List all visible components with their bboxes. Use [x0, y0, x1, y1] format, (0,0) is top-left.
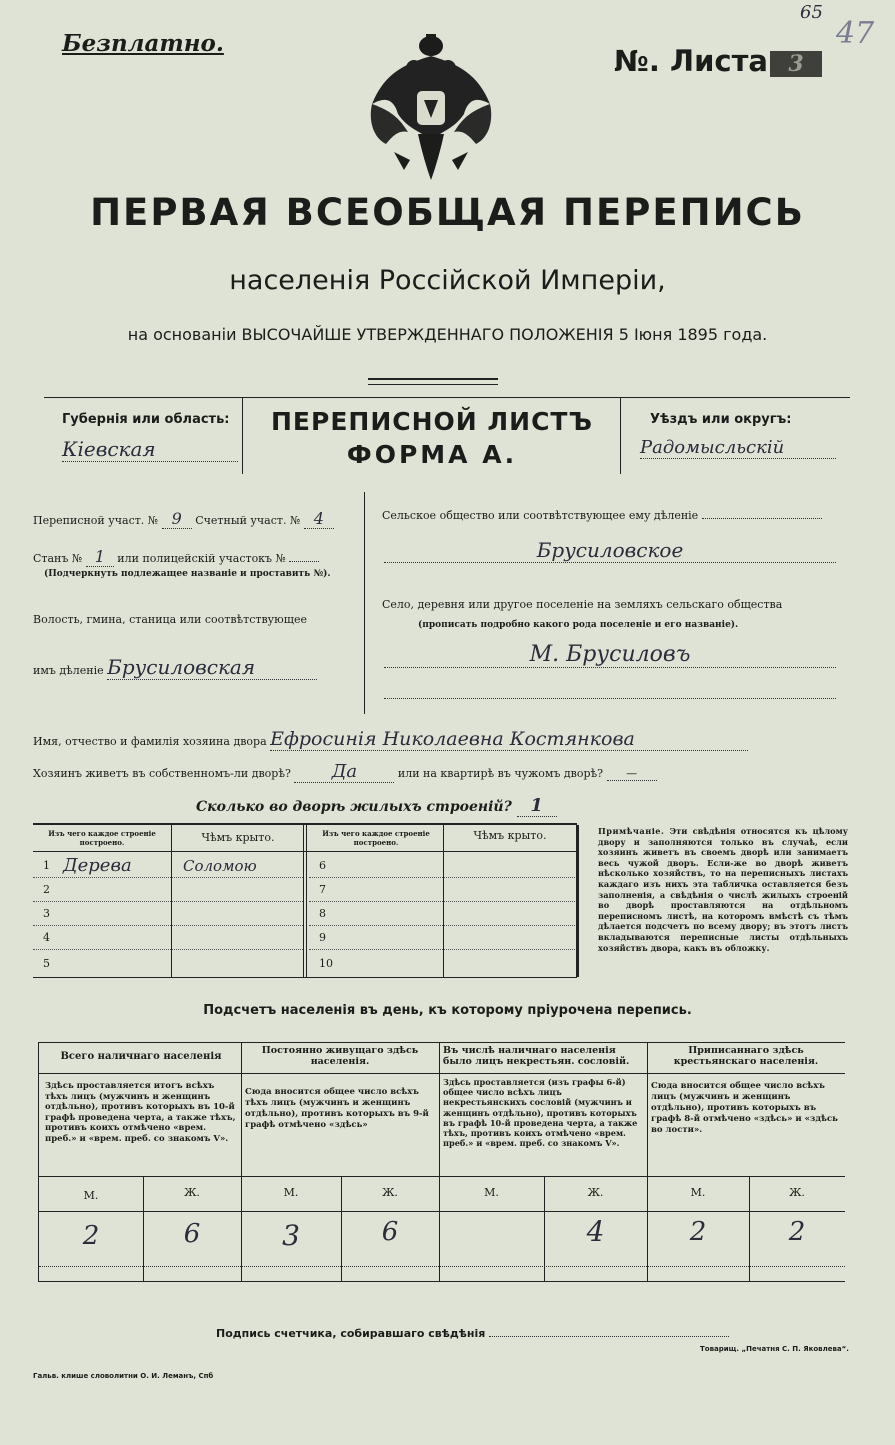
uezd-value: Радомысльскій [640, 437, 836, 459]
selo-value: М. Брусиловъ [384, 642, 836, 668]
row-number: 10 [319, 957, 333, 970]
pop-col4-f-label: Ж. [789, 1186, 805, 1199]
buildings-line [196, 795, 557, 817]
corner-mark: 47 [836, 16, 875, 51]
note-label: Примѣчаніе. [598, 826, 665, 836]
row-number: 4 [43, 931, 50, 944]
row-number: 5 [43, 957, 50, 970]
stan-rest: или полицейскій участокъ № [117, 552, 286, 565]
row-number: 9 [319, 931, 326, 944]
pop-col2-f-label: Ж. [382, 1186, 398, 1199]
ornament-divider [368, 378, 498, 385]
volost-label: Волость, гмина, станица или соотвѣтствующее [33, 613, 307, 626]
table-row [33, 949, 303, 975]
owner-lives-value: Да [294, 761, 394, 783]
pop-col3-f-value: 4 [586, 1215, 605, 1248]
table-row [309, 853, 575, 878]
printer-left: Гальв. клише словолитни О. И. Леманъ, Спб [33, 1372, 214, 1380]
stan-label: Станъ № [33, 552, 83, 565]
schet-label: Счетный участ. № [195, 514, 301, 527]
pop-col4-m-value: 2 [689, 1217, 707, 1247]
stan-line [33, 547, 319, 567]
signature-line [216, 1327, 729, 1340]
pop-col4-m-label: М. [690, 1186, 706, 1199]
bt-col3: Изъ чего каждое строеніе построено. [322, 829, 430, 847]
owner-lives-line [33, 761, 657, 783]
obshch-label: Сельское общество или соотвѣтствующее ему дѣленіе [382, 509, 699, 522]
stan-note: (Подчеркнуть подлежащее названіе и проставить №). [44, 569, 331, 579]
stan-value: 1 [86, 547, 114, 567]
uchast-value: 9 [162, 509, 192, 529]
pop-col1-f-label: Ж. [184, 1186, 200, 1199]
table-row [33, 925, 303, 950]
pop-col4-head: Приписаннаго здѣсь крестьянскаго населенія. [673, 1045, 819, 1067]
schet-value: 4 [304, 509, 334, 529]
table-row [309, 949, 575, 975]
pop-col2-m-value: 3 [282, 1219, 300, 1252]
pop-col1-f-value: 6 [183, 1219, 201, 1249]
table-row [309, 901, 575, 926]
buildings-value: 1 [517, 795, 557, 817]
row-material: Дерева [63, 855, 132, 876]
volost-label-2: имъ дѣленіе [33, 664, 104, 677]
owner-lives-rest-value: — [607, 767, 657, 781]
owner-lives-label: Хозяинъ живетъ въ собственномъ-ли дворѣ? [33, 767, 291, 780]
free-label: Безплатно. [62, 30, 224, 57]
pop-col2-desc: Сюда вносится общее число всѣхъ тѣхъ лицъ (мужчинъ и женщинъ отдѣльно), противъ которыхъ въ 9-й графѣ отмѣчено «здѣсь» [245, 1087, 429, 1130]
form-name: ФОРМА А. [346, 440, 518, 469]
pop-col4-f-value: 2 [788, 1217, 806, 1247]
block-divider [364, 492, 365, 714]
sheet-number: 3 [770, 51, 822, 77]
table-row [33, 901, 303, 926]
pop-col4-desc: Сюда вносится общее число всѣхъ лицъ (мужчинъ и женщинъ отдѣльно), противъ которыхъ въ графѣ 8-й отмѣчено «здѣсь» и «здѣсь во лости». [651, 1081, 838, 1135]
pop-col2-f-value: 6 [381, 1217, 399, 1247]
pop-col2-head: Постоянно живущаго здѣсь населенія. [261, 1045, 419, 1067]
population-title: Подсчетъ населенія въ день, къ которому пріурочена перепись. [203, 1003, 692, 1018]
pop-col3-f-label: Ж. [587, 1186, 604, 1199]
selo-label: Село, деревня или другое поселеніе на земляхъ сельскаго общества [382, 598, 783, 611]
gubernia-value: Кіевская [62, 437, 238, 462]
sheet-label [614, 44, 822, 78]
pop-col1-m-value: 2 [82, 1221, 100, 1251]
buildings-note [598, 826, 848, 953]
pop-col3-m-label: М. [484, 1186, 499, 1199]
bt-col2: Чѣмъ крыто. [201, 831, 275, 844]
obshch-value: Брусиловское [384, 538, 836, 563]
owner-name-line [33, 728, 748, 751]
pop-col3-head: Въ числѣ наличнаго населенія было лицъ некрестьян. сословій. [443, 1045, 630, 1067]
row-number: 1 [43, 859, 50, 872]
bt-col1: Изъ чего каждое строеніе построено. [48, 829, 156, 847]
row-number: 2 [43, 883, 50, 896]
obshch-line [382, 509, 822, 522]
population-table [38, 1042, 845, 1282]
table-row [309, 877, 575, 902]
row-number: 6 [319, 859, 326, 872]
row-number: 3 [43, 907, 50, 920]
owner-name-label: Имя, отчество и фамилія хозяина двора [33, 735, 267, 748]
legal-basis: на основаніи ВЫСОЧАЙШЕ УТВЕРЖДЕННАГО ПОЛОЖЕНІЯ 5 Іюня 1895 года. [127, 325, 768, 344]
row-number: 7 [319, 883, 326, 896]
imperial-eagle-icon [364, 34, 498, 184]
pop-col1-m-label: М. [83, 1189, 99, 1202]
selo-extra-line [384, 698, 836, 699]
page-title: ПЕРВАЯ ВСЕОБЩАЯ ПЕРЕПИСЬ [90, 191, 805, 234]
corner-number: 65 [800, 2, 823, 23]
table-row [33, 877, 303, 902]
pop-col1-head: Всего наличнаго населенія [60, 1051, 222, 1062]
table-row [309, 925, 575, 950]
pop-col1-desc: Здѣсь проставляется итогъ всѣхъ тѣхъ лицъ (мужчинъ и женщинъ отдѣльно), противъ которыхъ въ 10-й графѣ проведена черта, а также тѣхъ, противъ коихъ отмѣчено «врем. преб.» и «врем. преб. со знакомъ V». [45, 1081, 236, 1144]
owner-name-value: Ефросинія Николаевна Костянкова [270, 728, 748, 751]
row-roof: Соломою [183, 857, 257, 875]
note-text: Эти свѣдѣнія относятся къ цѣлому двору и заполняются только въ случаѣ, если хозяинъ живетъ въ своемъ дворѣ или занимаетъ весь чужой дворъ. Если-же во дворѣ живетъ нѣсколько хозяйствъ, то на переписныхъ листахъ каждаго изъ нихъ эта табличка оставляется безъ заполненія, а свѣдѣнія о числѣ жилыхъ строеній во дворѣ проставляются на отдѣльномъ переписномъ листѣ, на которомъ вмѣстѣ съ тѣмъ дѣлается подсчетъ по всему двору; въ этотъ листъ вкладываются переписные листы отдѣльныхъ хозяйствъ двора, какъ въ обложку. [598, 826, 848, 953]
selo-note: (прописать подробно какого рода поселеніе и его названіе). [418, 620, 739, 630]
uchast-label: Переписной участ. № [33, 514, 159, 527]
uchast-line [33, 509, 334, 529]
uezd-label: Уѣздъ или округъ: [650, 412, 792, 427]
bt-col4: Чѣмъ крыто. [473, 829, 547, 842]
pop-col2-m-label: М. [283, 1186, 299, 1199]
signature-label: Подпись счетчика, собиравшаго свѣдѣнія [216, 1327, 486, 1340]
gubernia-label: Губернія или область: [62, 412, 230, 427]
sheet-label-text: №. Листа [614, 44, 768, 78]
page-subtitle: населенія Россійской Имперіи, [229, 265, 666, 296]
form-title: ПЕРЕПИСНОЙ ЛИСТЪ [271, 407, 593, 436]
buildings-label: Сколько во дворѣ жилыхъ строеній? [196, 799, 512, 815]
row-number: 8 [319, 907, 326, 920]
volost-value: Брусиловская [107, 655, 317, 680]
volost-line [33, 655, 317, 680]
owner-lives-rest: или на квартирѣ въ чужомъ дворѣ? [397, 767, 604, 780]
table-row [33, 853, 303, 878]
buildings-table [33, 823, 577, 978]
printer-right: Товарищ. „Печатня С. П. Яковлева“. [700, 1345, 849, 1353]
pop-col3-desc: Здѣсь проставляется (изъ графы 6-й) общее число всѣхъ лицъ некрестьянскихъ сословій (мужчинъ и женщинъ отдѣльно), противъ которыхъ въ графѣ 10-й проведена черта, а также тѣхъ, противъ коихъ отмѣчено «врем. преб.» и «врем. преб. со знакомъ V». [443, 1077, 638, 1149]
